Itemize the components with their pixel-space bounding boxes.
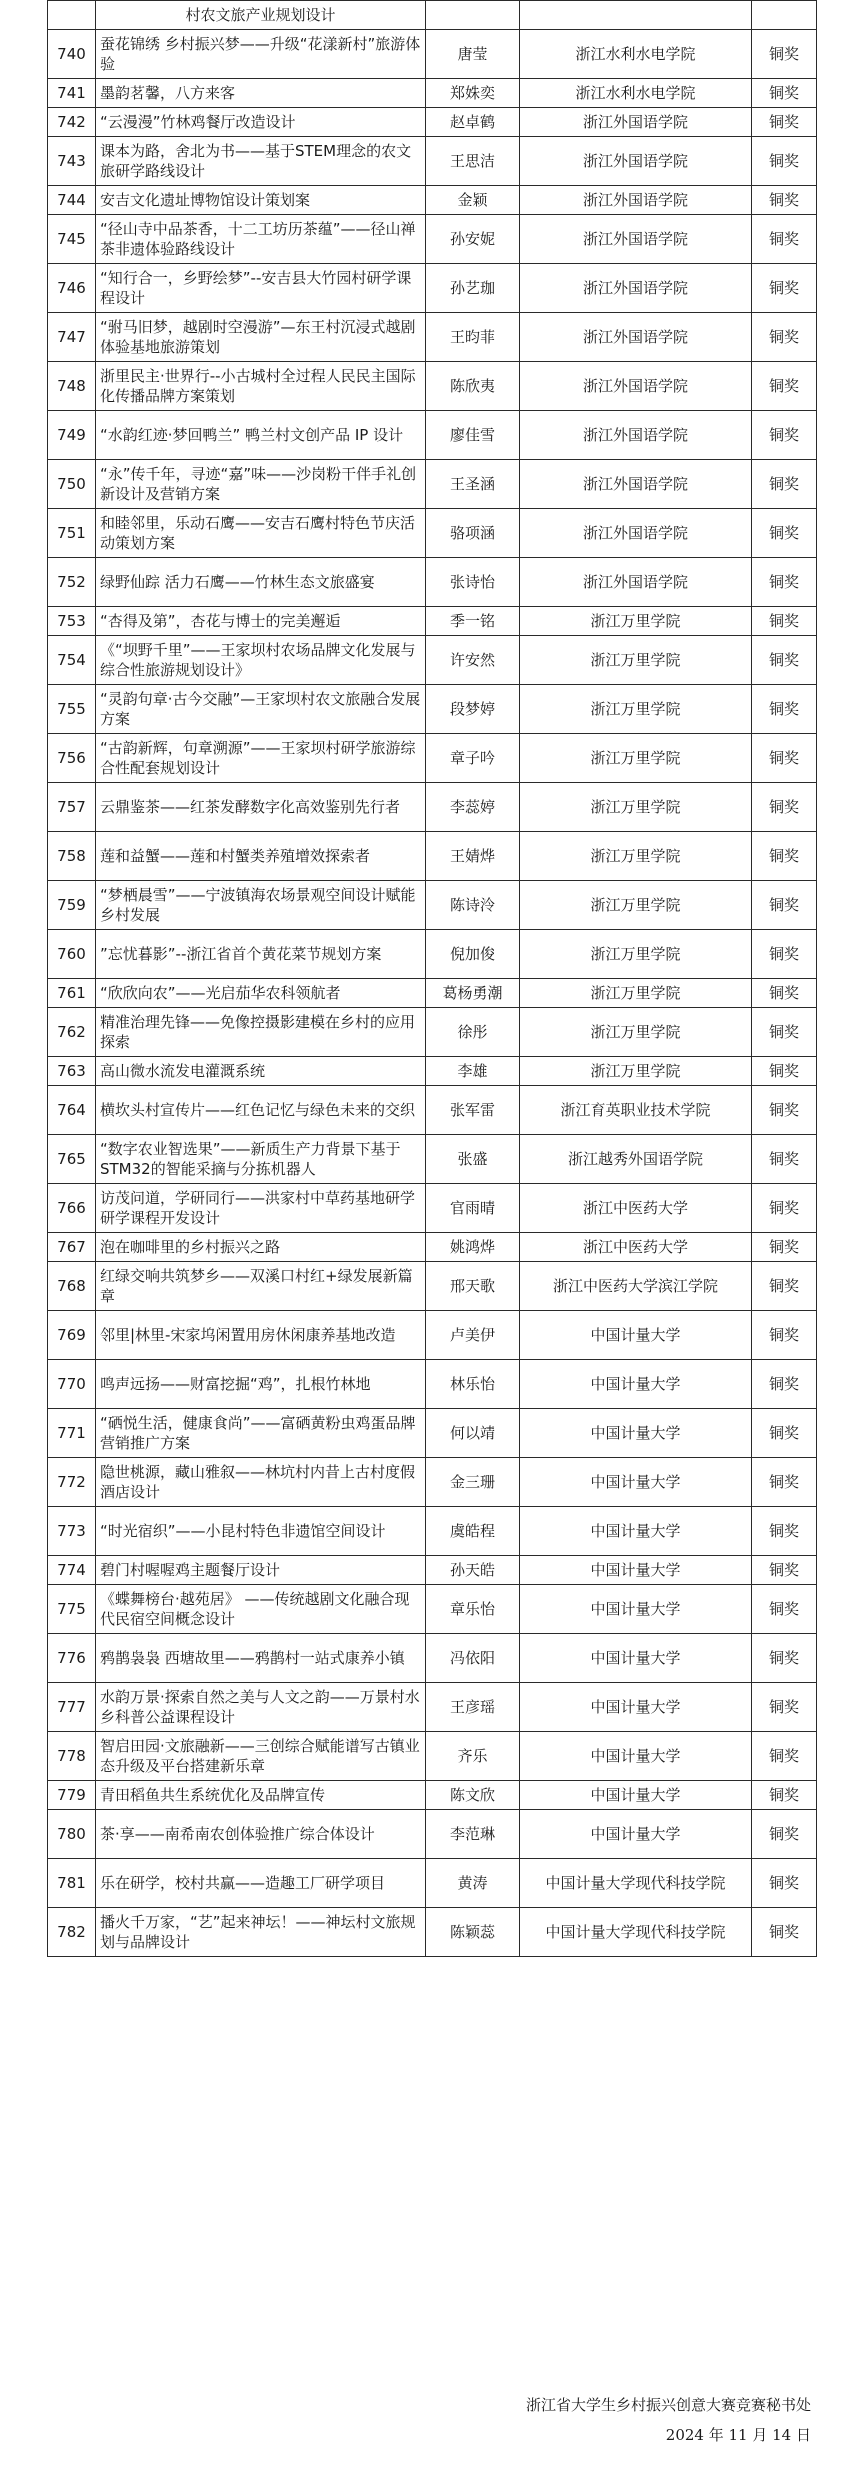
table-row bbox=[48, 1262, 817, 1311]
row-number: 740 bbox=[48, 30, 96, 79]
table-row bbox=[48, 979, 817, 1008]
school-name: 中国计量大学 bbox=[520, 1585, 752, 1634]
school-name: 浙江万里学院 bbox=[520, 783, 752, 832]
leader-name: 王彦瑶 bbox=[426, 1683, 520, 1732]
continuation-row bbox=[48, 1, 817, 30]
award-level: 铜奖 bbox=[752, 832, 817, 881]
project-title: “驸马旧梦，越剧时空漫游”—东王村沉浸式越剧体验基地旅游策划 bbox=[96, 313, 426, 362]
row-number: 762 bbox=[48, 1008, 96, 1057]
row-number: 759 bbox=[48, 881, 96, 930]
row-number: 745 bbox=[48, 215, 96, 264]
school-name: 中国计量大学 bbox=[520, 1556, 752, 1585]
school-name: 中国计量大学现代科技学院 bbox=[520, 1859, 752, 1908]
leader-name: 张军雷 bbox=[426, 1086, 520, 1135]
project-title: “梦栖晨雪”——宁波镇海农场景观空间设计赋能乡村发展 bbox=[96, 881, 426, 930]
table-row bbox=[48, 1732, 817, 1781]
table-row bbox=[48, 1409, 817, 1458]
school-name: 浙江万里学院 bbox=[520, 636, 752, 685]
award-level: 铜奖 bbox=[752, 1458, 817, 1507]
row-number: 782 bbox=[48, 1908, 96, 1957]
project-title: “时光宿织”——小昆村特色非遗馆空间设计 bbox=[96, 1507, 426, 1556]
award-level: 铜奖 bbox=[752, 1908, 817, 1957]
school-name: 浙江水利水电学院 bbox=[520, 30, 752, 79]
row-number: 752 bbox=[48, 558, 96, 607]
school-name: 浙江外国语学院 bbox=[520, 137, 752, 186]
row-number: 765 bbox=[48, 1135, 96, 1184]
award-level: 铜奖 bbox=[752, 313, 817, 362]
project-title: “杏得及第”，杏花与博士的完美邂逅 bbox=[96, 607, 426, 636]
row-number: 779 bbox=[48, 1781, 96, 1810]
school-name: 浙江越秀外国语学院 bbox=[520, 1135, 752, 1184]
project-title: 青田稻鱼共生系统优化及品牌宣传 bbox=[96, 1781, 426, 1810]
leader-name: 唐莹 bbox=[426, 30, 520, 79]
leader-name: 骆项涵 bbox=[426, 509, 520, 558]
award-level: 铜奖 bbox=[752, 558, 817, 607]
award-level: 铜奖 bbox=[752, 1683, 817, 1732]
leader-name: 孙安妮 bbox=[426, 215, 520, 264]
school-name: 浙江中医药大学滨江学院 bbox=[520, 1262, 752, 1311]
table-row bbox=[48, 734, 817, 783]
award-level: 铜奖 bbox=[752, 186, 817, 215]
project-title: 高山微水流发电灌溉系统 bbox=[96, 1057, 426, 1086]
award-level: 铜奖 bbox=[752, 1507, 817, 1556]
project-title: “数字农业智选果”——新质生产力背景下基于STM32的智能采摘与分拣机器人 bbox=[96, 1135, 426, 1184]
school-name: 中国计量大学 bbox=[520, 1732, 752, 1781]
project-title: 蚕花锦绣 乡村振兴梦——升级“花漾新村”旅游体验 bbox=[96, 30, 426, 79]
leader-name: 徐彤 bbox=[426, 1008, 520, 1057]
row-number: 768 bbox=[48, 1262, 96, 1311]
award-level: 铜奖 bbox=[752, 509, 817, 558]
row-number: 750 bbox=[48, 460, 96, 509]
school-name: 浙江外国语学院 bbox=[520, 313, 752, 362]
leader-name: 王思洁 bbox=[426, 137, 520, 186]
table-row bbox=[48, 685, 817, 734]
table-row bbox=[48, 1908, 817, 1957]
table-row bbox=[48, 509, 817, 558]
row-number: 781 bbox=[48, 1859, 96, 1908]
leader-name: 黄涛 bbox=[426, 1859, 520, 1908]
school-name: 浙江外国语学院 bbox=[520, 411, 752, 460]
project-title: “欣欣向农”——光启茄华农科领航者 bbox=[96, 979, 426, 1008]
school-name: 浙江万里学院 bbox=[520, 734, 752, 783]
leader-name: 李雄 bbox=[426, 1057, 520, 1086]
leader-name: 卢美伊 bbox=[426, 1311, 520, 1360]
leader-name: 廖佳雪 bbox=[426, 411, 520, 460]
award-level: 铜奖 bbox=[752, 411, 817, 460]
organizer-signature: 浙江省大学生乡村振兴创意大赛竞赛秘书处 bbox=[525, 2396, 811, 2414]
school-name: 浙江外国语学院 bbox=[520, 215, 752, 264]
row-number: 776 bbox=[48, 1634, 96, 1683]
row-number: 758 bbox=[48, 832, 96, 881]
table-row bbox=[48, 832, 817, 881]
table-row bbox=[48, 1781, 817, 1810]
row-number: 775 bbox=[48, 1585, 96, 1634]
school-name: 中国计量大学 bbox=[520, 1781, 752, 1810]
row-number: 763 bbox=[48, 1057, 96, 1086]
row-number: 751 bbox=[48, 509, 96, 558]
continuation-school-cell bbox=[520, 1, 752, 30]
award-level: 铜奖 bbox=[752, 1008, 817, 1057]
leader-name: 何以靖 bbox=[426, 1409, 520, 1458]
school-name: 浙江万里学院 bbox=[520, 1057, 752, 1086]
school-name: 中国计量大学 bbox=[520, 1810, 752, 1859]
row-number: 741 bbox=[48, 79, 96, 108]
table-row bbox=[48, 1458, 817, 1507]
row-number: 743 bbox=[48, 137, 96, 186]
school-name: 中国计量大学 bbox=[520, 1409, 752, 1458]
row-number: 772 bbox=[48, 1458, 96, 1507]
award-level: 铜奖 bbox=[752, 734, 817, 783]
school-name: 浙江万里学院 bbox=[520, 979, 752, 1008]
project-title: 茶·享——南希南农创体验推广综合体设计 bbox=[96, 1810, 426, 1859]
project-title: 隐世桃源，藏山雅叙——林坑村内昔上古村度假酒店设计 bbox=[96, 1458, 426, 1507]
award-level: 铜奖 bbox=[752, 1781, 817, 1810]
table-row bbox=[48, 313, 817, 362]
table-row bbox=[48, 1360, 817, 1409]
leader-name: 许安然 bbox=[426, 636, 520, 685]
table-row bbox=[48, 186, 817, 215]
award-level: 铜奖 bbox=[752, 215, 817, 264]
award-level: 铜奖 bbox=[752, 1634, 817, 1683]
leader-name: 王昀菲 bbox=[426, 313, 520, 362]
leader-name: 章子吟 bbox=[426, 734, 520, 783]
project-title: 课本为路，舍北为书——基于STEM理念的农文旅研学路线设计 bbox=[96, 137, 426, 186]
row-number: 766 bbox=[48, 1184, 96, 1233]
award-level: 铜奖 bbox=[752, 1135, 817, 1184]
school-name: 中国计量大学 bbox=[520, 1458, 752, 1507]
award-level: 铜奖 bbox=[752, 1360, 817, 1409]
row-number: 757 bbox=[48, 783, 96, 832]
project-title: “硒悦生活，健康食尚”——富硒黄粉虫鸡蛋品牌营销推广方案 bbox=[96, 1409, 426, 1458]
row-number: 760 bbox=[48, 930, 96, 979]
leader-name: 冯依阳 bbox=[426, 1634, 520, 1683]
leader-name: 孙艺珈 bbox=[426, 264, 520, 313]
project-title: 播火千万家，“艺”起来神坛！——神坛村文旅规划与品牌设计 bbox=[96, 1908, 426, 1957]
school-name: 中国计量大学 bbox=[520, 1507, 752, 1556]
leader-name: 齐乐 bbox=[426, 1732, 520, 1781]
table-row bbox=[48, 783, 817, 832]
leader-name: 张诗怡 bbox=[426, 558, 520, 607]
table-row bbox=[48, 1810, 817, 1859]
row-number: 748 bbox=[48, 362, 96, 411]
award-level: 铜奖 bbox=[752, 1086, 817, 1135]
leader-name: 李蕊婷 bbox=[426, 783, 520, 832]
school-name: 浙江水利水电学院 bbox=[520, 79, 752, 108]
continuation-title: 村农文旅产业规划设计 bbox=[96, 1, 426, 30]
project-title: 浙里民主·世界行--小古城村全过程人民民主国际化传播品牌方案策划 bbox=[96, 362, 426, 411]
school-name: 中国计量大学 bbox=[520, 1311, 752, 1360]
project-title: 横坎头村宣传片——红色记忆与绿色未来的交织 bbox=[96, 1086, 426, 1135]
school-name: 浙江外国语学院 bbox=[520, 108, 752, 137]
award-level: 铜奖 bbox=[752, 1409, 817, 1458]
leader-name: 倪加俊 bbox=[426, 930, 520, 979]
table-row bbox=[48, 1859, 817, 1908]
award-level: 铜奖 bbox=[752, 362, 817, 411]
project-title: “古韵新辉，句章溯源”——王家坝村研学旅游综合性配套规划设计 bbox=[96, 734, 426, 783]
award-level: 铜奖 bbox=[752, 607, 817, 636]
table-row bbox=[48, 1135, 817, 1184]
award-level: 铜奖 bbox=[752, 636, 817, 685]
school-name: 浙江万里学院 bbox=[520, 685, 752, 734]
row-number: 744 bbox=[48, 186, 96, 215]
award-level: 铜奖 bbox=[752, 264, 817, 313]
leader-name: 王婧烨 bbox=[426, 832, 520, 881]
award-level: 铜奖 bbox=[752, 108, 817, 137]
award-level: 铜奖 bbox=[752, 1556, 817, 1585]
project-title: 绿野仙踪 活力石鹰——竹林生态文旅盛宴 bbox=[96, 558, 426, 607]
row-number: 767 bbox=[48, 1233, 96, 1262]
school-name: 浙江外国语学院 bbox=[520, 558, 752, 607]
row-number: 747 bbox=[48, 313, 96, 362]
leader-name: 陈欣夷 bbox=[426, 362, 520, 411]
row-number: 774 bbox=[48, 1556, 96, 1585]
leader-name: 邢天歌 bbox=[426, 1262, 520, 1311]
row-number: 780 bbox=[48, 1810, 96, 1859]
project-title: “水韵红迹·梦回鸭兰” 鸭兰村文创产品 IP 设计 bbox=[96, 411, 426, 460]
leader-name: 金三珊 bbox=[426, 1458, 520, 1507]
leader-name: 林乐怡 bbox=[426, 1360, 520, 1409]
school-name: 浙江万里学院 bbox=[520, 930, 752, 979]
project-title: “云漫漫”竹林鸡餐厅改造设计 bbox=[96, 108, 426, 137]
row-number: 756 bbox=[48, 734, 96, 783]
table-row bbox=[48, 1008, 817, 1057]
table-row bbox=[48, 1086, 817, 1135]
project-title: 红绿交响共筑梦乡——双溪口村红+绿发展新篇章 bbox=[96, 1262, 426, 1311]
table-row bbox=[48, 1184, 817, 1233]
project-title: 碧门村喔喔鸡主题餐厅设计 bbox=[96, 1556, 426, 1585]
award-level: 铜奖 bbox=[752, 137, 817, 186]
leader-name: 金颖 bbox=[426, 186, 520, 215]
project-title: 访茂问道，学研同行——洪家村中草药基地研学研学课程开发设计 bbox=[96, 1184, 426, 1233]
project-title: 《蝶舞榜台·越苑居》 ——传统越剧文化融合现代民宿空间概念设计 bbox=[96, 1585, 426, 1634]
row-number: 749 bbox=[48, 411, 96, 460]
school-name: 浙江外国语学院 bbox=[520, 362, 752, 411]
project-title: 乐在研学，校村共赢——造趣工厂研学项目 bbox=[96, 1859, 426, 1908]
table-row bbox=[48, 607, 817, 636]
school-name: 浙江万里学院 bbox=[520, 881, 752, 930]
project-title: “知行合一，乡野绘梦”--安吉县大竹园村研学课程设计 bbox=[96, 264, 426, 313]
project-title: 安吉文化遗址博物馆设计策划案 bbox=[96, 186, 426, 215]
table-row bbox=[48, 411, 817, 460]
leader-name: 郑姝奕 bbox=[426, 79, 520, 108]
table-row bbox=[48, 1634, 817, 1683]
award-level: 铜奖 bbox=[752, 1810, 817, 1859]
table-row bbox=[48, 881, 817, 930]
leader-name: 陈诗泠 bbox=[426, 881, 520, 930]
row-number: 773 bbox=[48, 1507, 96, 1556]
award-level: 铜奖 bbox=[752, 1585, 817, 1634]
row-number: 742 bbox=[48, 108, 96, 137]
project-title: 鸣声远扬——财富挖掘“鸡”，扎根竹林地 bbox=[96, 1360, 426, 1409]
award-level: 铜奖 bbox=[752, 79, 817, 108]
leader-name: 张盛 bbox=[426, 1135, 520, 1184]
leader-name: 孙天皓 bbox=[426, 1556, 520, 1585]
table-row bbox=[48, 1507, 817, 1556]
table-row bbox=[48, 215, 817, 264]
table-row bbox=[48, 1057, 817, 1086]
project-title: 邻里|林里-宋家坞闲置用房休闲康养基地改造 bbox=[96, 1311, 426, 1360]
table-row bbox=[48, 460, 817, 509]
leader-name: 官雨晴 bbox=[426, 1184, 520, 1233]
leader-name: 季一铭 bbox=[426, 607, 520, 636]
project-title: “径山寺中品茶香，十二工坊历茶蕴”——径山禅茶非遗体验路线设计 bbox=[96, 215, 426, 264]
award-level: 铜奖 bbox=[752, 930, 817, 979]
award-table bbox=[47, 0, 817, 1957]
project-title: ”忘忧暮影”--浙江省首个黄花菜节规划方案 bbox=[96, 930, 426, 979]
row-number: 754 bbox=[48, 636, 96, 685]
project-title: 莲和益蟹——莲和村蟹类养殖增效探索者 bbox=[96, 832, 426, 881]
project-title: “永”传千年，寻迹“嘉”味——沙岗粉干伴手礼创新设计及营销方案 bbox=[96, 460, 426, 509]
leader-name: 段梦婷 bbox=[426, 685, 520, 734]
school-name: 浙江外国语学院 bbox=[520, 460, 752, 509]
award-table-body bbox=[48, 1, 817, 1957]
table-row bbox=[48, 930, 817, 979]
leader-name: 赵卓鹤 bbox=[426, 108, 520, 137]
row-number: 771 bbox=[48, 1409, 96, 1458]
row-number: 753 bbox=[48, 607, 96, 636]
table-row bbox=[48, 1585, 817, 1634]
row-number: 761 bbox=[48, 979, 96, 1008]
school-name: 中国计量大学 bbox=[520, 1360, 752, 1409]
project-title: 鸦鹊袅袅 西塘故里——鸦鹊村一站式康养小镇 bbox=[96, 1634, 426, 1683]
table-row bbox=[48, 1233, 817, 1262]
award-level: 铜奖 bbox=[752, 1732, 817, 1781]
school-name: 中国计量大学现代科技学院 bbox=[520, 1908, 752, 1957]
school-name: 浙江中医药大学 bbox=[520, 1233, 752, 1262]
leader-name: 章乐怡 bbox=[426, 1585, 520, 1634]
school-name: 浙江外国语学院 bbox=[520, 509, 752, 558]
award-level: 铜奖 bbox=[752, 1233, 817, 1262]
leader-name: 姚鸿烨 bbox=[426, 1233, 520, 1262]
award-level: 铜奖 bbox=[752, 1311, 817, 1360]
row-number: 777 bbox=[48, 1683, 96, 1732]
issue-date: 2024 年 11 月 14 日 bbox=[665, 2426, 811, 2444]
school-name: 浙江中医药大学 bbox=[520, 1184, 752, 1233]
table-row bbox=[48, 1683, 817, 1732]
school-name: 中国计量大学 bbox=[520, 1634, 752, 1683]
row-number: 746 bbox=[48, 264, 96, 313]
leader-name: 陈颖蕊 bbox=[426, 1908, 520, 1957]
leader-name: 虞皓程 bbox=[426, 1507, 520, 1556]
table-row bbox=[48, 30, 817, 79]
school-name: 中国计量大学 bbox=[520, 1683, 752, 1732]
table-row bbox=[48, 636, 817, 685]
leader-name: 王圣涵 bbox=[426, 460, 520, 509]
continuation-no-cell bbox=[48, 1, 96, 30]
project-title: 水韵万景·探索自然之美与人文之韵——万景村水乡科普公益课程设计 bbox=[96, 1683, 426, 1732]
table-row bbox=[48, 1311, 817, 1360]
row-number: 764 bbox=[48, 1086, 96, 1135]
school-name: 浙江育英职业技术学院 bbox=[520, 1086, 752, 1135]
footer bbox=[526, 2390, 811, 2450]
continuation-award-cell bbox=[752, 1, 817, 30]
award-list-sheet bbox=[47, 0, 816, 1957]
award-level: 铜奖 bbox=[752, 1184, 817, 1233]
leader-name: 葛杨勇潮 bbox=[426, 979, 520, 1008]
school-name: 浙江外国语学院 bbox=[520, 186, 752, 215]
leader-name: 李范琳 bbox=[426, 1810, 520, 1859]
table-row bbox=[48, 79, 817, 108]
row-number: 770 bbox=[48, 1360, 96, 1409]
table-row bbox=[48, 1556, 817, 1585]
school-name: 浙江万里学院 bbox=[520, 1008, 752, 1057]
award-level: 铜奖 bbox=[752, 1859, 817, 1908]
school-name: 浙江万里学院 bbox=[520, 607, 752, 636]
continuation-name-cell bbox=[426, 1, 520, 30]
award-level: 铜奖 bbox=[752, 460, 817, 509]
project-title: “灵韵句章·古今交融”—王家坝村农文旅融合发展方案 bbox=[96, 685, 426, 734]
row-number: 778 bbox=[48, 1732, 96, 1781]
award-level: 铜奖 bbox=[752, 1057, 817, 1086]
project-title: 智启田园·文旅融新——三创综合赋能谱写古镇业态升级及平台搭建新乐章 bbox=[96, 1732, 426, 1781]
project-title: 泡在咖啡里的乡村振兴之路 bbox=[96, 1233, 426, 1262]
project-title: 和睦邻里，乐动石鹰——安吉石鹰村特色节庆活动策划方案 bbox=[96, 509, 426, 558]
table-row bbox=[48, 558, 817, 607]
award-level: 铜奖 bbox=[752, 685, 817, 734]
table-row bbox=[48, 362, 817, 411]
award-level: 铜奖 bbox=[752, 979, 817, 1008]
project-title: 墨韵茗馨，八方来客 bbox=[96, 79, 426, 108]
school-name: 浙江万里学院 bbox=[520, 832, 752, 881]
project-title: 精准治理先锋——免像控摄影建模在乡村的应用探索 bbox=[96, 1008, 426, 1057]
table-row bbox=[48, 108, 817, 137]
row-number: 755 bbox=[48, 685, 96, 734]
row-number: 769 bbox=[48, 1311, 96, 1360]
school-name: 浙江外国语学院 bbox=[520, 264, 752, 313]
table-row bbox=[48, 264, 817, 313]
project-title: 云鼎鉴茶——红茶发酵数字化高效鉴别先行者 bbox=[96, 783, 426, 832]
award-level: 铜奖 bbox=[752, 1262, 817, 1311]
leader-name: 陈文欣 bbox=[426, 1781, 520, 1810]
award-level: 铜奖 bbox=[752, 30, 817, 79]
award-level: 铜奖 bbox=[752, 881, 817, 930]
project-title: 《“坝野千里”——王家坝村农场品牌文化发展与综合性旅游规划设计》 bbox=[96, 636, 426, 685]
table-row bbox=[48, 137, 817, 186]
award-level: 铜奖 bbox=[752, 783, 817, 832]
